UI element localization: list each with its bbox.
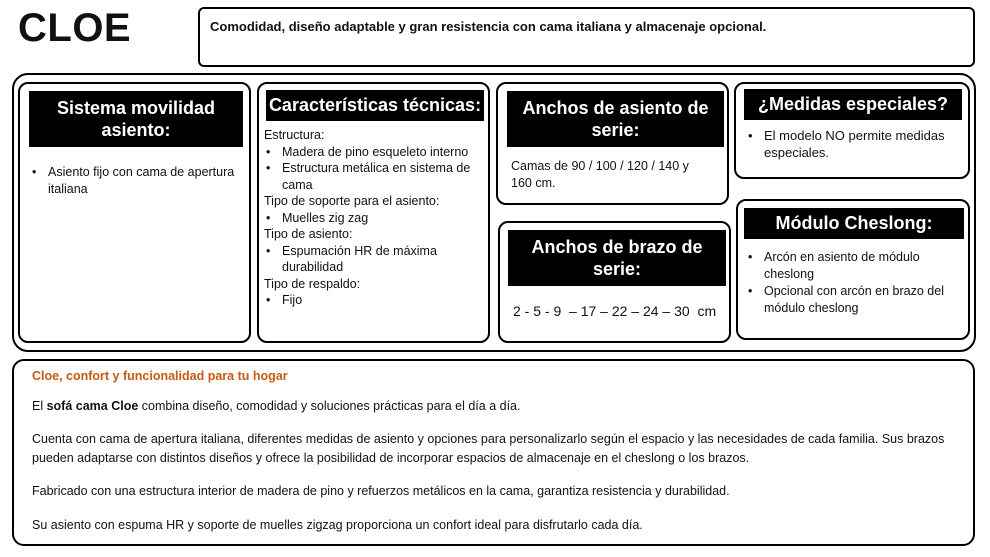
tecnicas-label-respaldo: Tipo de respaldo: — [264, 276, 361, 291]
card-anchos-asiento-text: Camas de 90 / 100 / 120 / 140 y 160 cm. — [511, 159, 689, 190]
card-cheslong-list — [746, 249, 960, 317]
card-cheslong-header — [744, 208, 964, 239]
card-tecnicas-title: Características técnicas: — [268, 95, 482, 116]
list-item: • Madera de pino esqueleto interno — [282, 144, 486, 161]
card-anchos-brazo-title-line2: serie: — [592, 259, 642, 279]
card-anchos-brazo-text: 2 - 5 - 9 – 17 – 22 – 24 – 30 cm — [513, 303, 717, 319]
card-tecnicas — [257, 82, 490, 343]
card-movilidad-title-line1: Sistema movilidad — [56, 97, 216, 118]
card-anchos-brazo-header — [508, 230, 726, 286]
subtitle-text: Comodidad, diseño adaptable y gran resistencia con cama italiana y almacenaje opcional. — [210, 19, 767, 34]
description-paragraph-3: Fabricado con una estructura interior de madera de pino y refuerzos metálicos en la cama, garantiza resistencia y durabilidad. — [32, 484, 730, 498]
tecnicas-label-estructura: Estructura: — [264, 128, 325, 142]
list-item: • Muelles zig zag — [282, 210, 486, 227]
card-anchos-brazo — [498, 221, 731, 343]
tecnicas-list-soporte — [264, 210, 486, 227]
card-movilidad-header — [29, 91, 243, 147]
list-item: • Opcional con arcón en brazo del módulo cheslong — [764, 283, 960, 317]
tecnicas-list-asiento — [264, 243, 486, 276]
card-anchos-asiento-header — [507, 91, 724, 147]
card-cheslong-title: Módulo Cheslong: — [775, 213, 933, 234]
tecnicas-label-soporte: Tipo de soporte para el asiento: — [264, 194, 440, 208]
p1-suffix: combina diseño, comodidad y soluciones prácticas para el día a día. — [138, 399, 521, 413]
card-anchos-asiento-title-line2: serie: — [591, 120, 640, 140]
list-item: • Fijo — [282, 292, 486, 309]
card-movilidad-list — [30, 164, 242, 198]
list-item: • Estructura metálica en sistema de cama — [282, 160, 486, 193]
p1-bold: sofá cama Cloe — [46, 399, 139, 413]
page-title: CLOE — [18, 6, 132, 50]
card-movilidad — [18, 82, 251, 343]
card-medidas-title: ¿Medidas especiales? — [757, 94, 949, 115]
list-item: • Espumación HR de máxima durabilidad — [282, 243, 486, 276]
description-box — [12, 359, 975, 546]
card-anchos-brazo-title-line1: Anchos de brazo de — [531, 236, 703, 257]
list-item: • Asiento fijo con cama de apertura italiana — [48, 164, 242, 198]
card-cheslong — [736, 199, 970, 340]
description-heading: Cloe, confort y funcionalidad para tu hogar — [32, 369, 288, 383]
list-item: • Arcón en asiento de módulo cheslong — [764, 249, 960, 283]
card-medidas — [734, 82, 970, 179]
card-medidas-header — [744, 89, 962, 120]
tecnicas-label-asiento: Tipo de asiento: — [264, 227, 353, 241]
tecnicas-list-estructura — [264, 144, 486, 194]
p1-prefix: El — [32, 399, 47, 413]
description-paragraph-4: Su asiento con espuma HR y soporte de muelles zigzag proporciona un confort ideal para disfrutarlo cada día. — [32, 518, 643, 532]
card-anchos-asiento — [496, 82, 729, 205]
list-item: • El modelo NO permite medidas especiales. — [764, 127, 956, 161]
description-paragraph-1 — [32, 397, 957, 416]
card-tecnicas-header — [266, 90, 484, 121]
card-anchos-asiento-title-line1: Anchos de asiento de — [522, 97, 709, 118]
description-paragraph-2: Cuenta con cama de apertura italiana, diferentes medidas de asiento y opciones para personalizarlo según el espacio y las necesidades de cada familia. Sus brazos pueden adaptarse con distintos diseños y ofrece la posibilidad de incorporar espacios de almacenaje en el cheslong o los brazos. — [32, 432, 945, 465]
subtitle-box — [198, 7, 975, 67]
tecnicas-list-respaldo — [264, 292, 486, 309]
card-movilidad-title-line2: asiento: — [101, 120, 171, 140]
card-medidas-list — [746, 127, 956, 161]
